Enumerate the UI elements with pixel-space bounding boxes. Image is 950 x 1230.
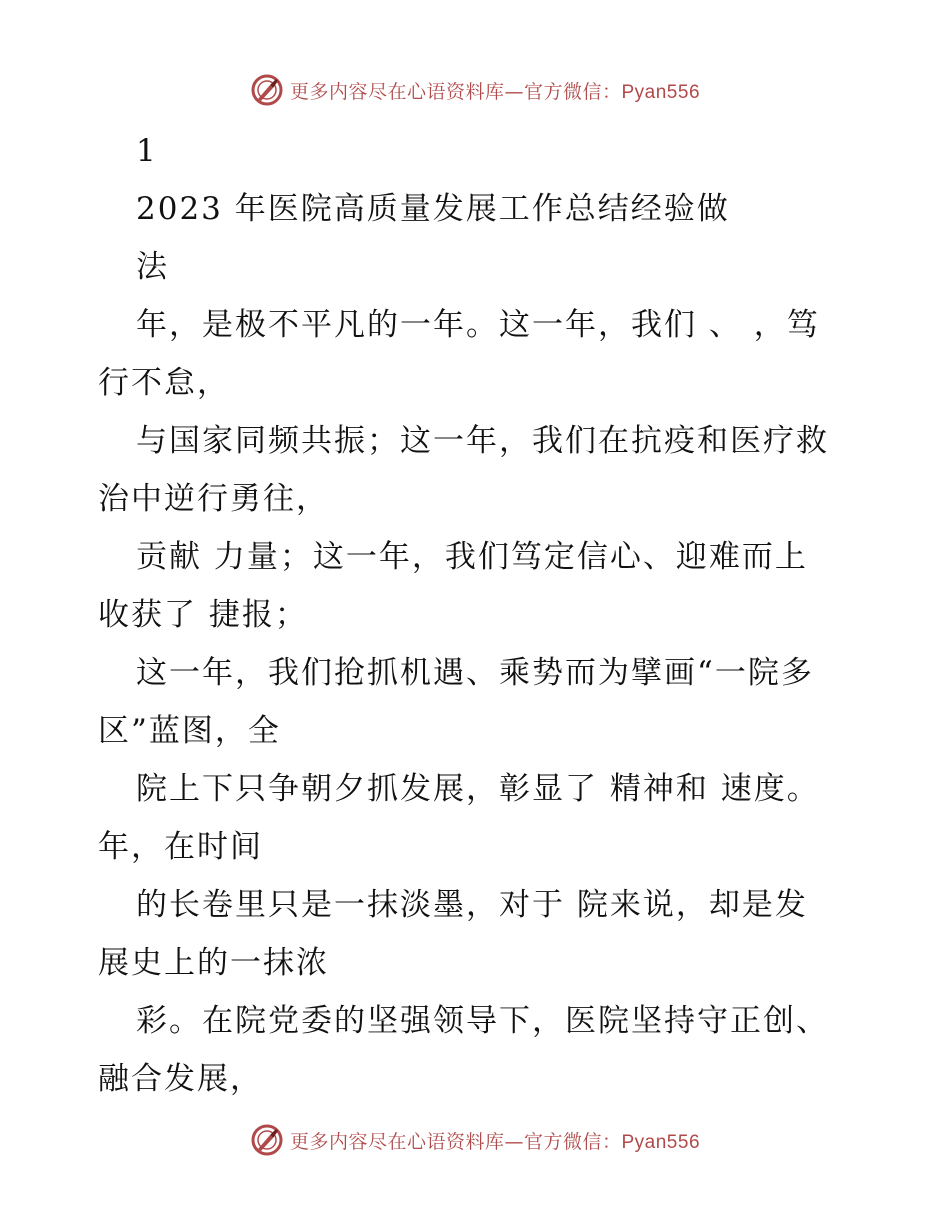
paragraph-line: 收获了 捷报；	[98, 597, 308, 633]
header-watermark-banner	[0, 68, 950, 112]
paragraph-line: 展史上的一抹浓	[98, 945, 329, 981]
paragraph-line: 贡献 力量；这一年，我们笃定信心、迎难而上	[136, 539, 808, 575]
paragraph-line: 年，是极不平凡的一年。这一年，我们 、 ，笃	[136, 307, 820, 343]
watermark-text	[290, 1127, 700, 1154]
watermark-text	[290, 77, 700, 104]
paragraph-line: 院上下只争朝夕抓发展，彰显了 精神和 速度。	[136, 771, 820, 807]
watermark-main-text: 更多内容尽在心语资料库	[289, 1130, 505, 1153]
paragraph-line: 这一年，我们抢抓机遇、乘势而为擘画“一院多	[136, 655, 814, 691]
paragraph-line: 彩。在院党委的坚强领导下，医院坚持守正创、	[136, 1003, 829, 1039]
paragraph-line: 行不怠，	[98, 365, 230, 401]
document-title-line-2: 法	[136, 249, 169, 285]
watermark-main-text: 更多内容尽在心语资料库	[289, 80, 505, 103]
watermark-wechat-id: Pyan556	[621, 81, 701, 103]
pen-logo-icon	[250, 1123, 284, 1157]
document-body	[98, 122, 858, 1108]
watermark-wechat-label: 官方微信：	[523, 80, 622, 103]
paragraph-line: 治中逆行勇往，	[98, 481, 329, 517]
footer-watermark-banner	[0, 1118, 950, 1162]
pen-logo-icon	[250, 73, 284, 107]
document-title-line-1: 2023 年医院高质量发展工作总结经验做	[136, 191, 730, 227]
paragraph-line: 与国家同频共振；这一年，我们在抗疫和医疗救	[136, 423, 829, 459]
paragraph-line: 年，在时间	[98, 829, 263, 865]
paragraph-line: 的长卷里只是一抹淡墨，对于 院来说，却是发	[136, 887, 808, 923]
watermark-separator: —	[504, 80, 524, 103]
paragraph-line: 区”蓝图，全	[98, 713, 281, 749]
watermark-separator: —	[504, 1130, 524, 1153]
paragraph-line: 融合发展，	[98, 1061, 263, 1097]
page-number: 1	[136, 133, 158, 169]
watermark-wechat-label: 官方微信：	[523, 1130, 622, 1153]
watermark-wechat-id: Pyan556	[621, 1131, 701, 1153]
